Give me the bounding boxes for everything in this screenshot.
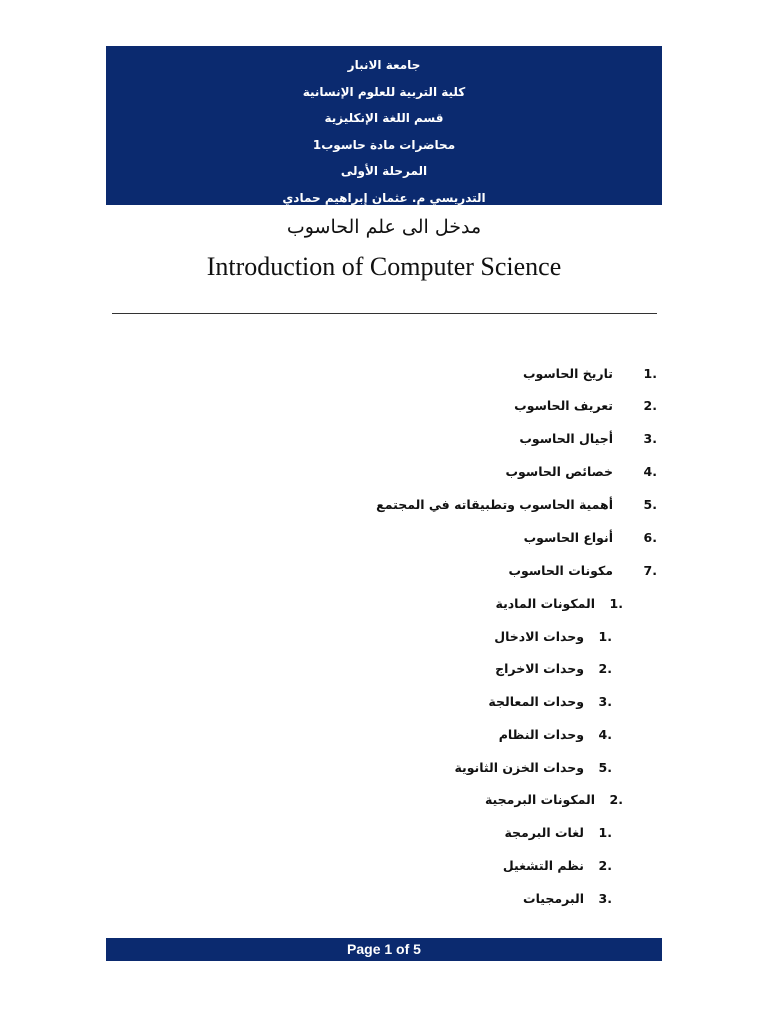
toc-text: المكونات المادية (495, 596, 595, 611)
toc-text: نظم التشغيل (502, 858, 584, 873)
toc-number: .4 (598, 727, 612, 742)
toc-number: .5 (643, 497, 657, 512)
toc-number: .2 (598, 858, 612, 873)
toc-subsubitem (495, 659, 612, 679)
toc-item (506, 462, 658, 482)
toc-number: .7 (643, 563, 657, 578)
toc-number: .2 (598, 661, 612, 676)
toc-text: المكونات البرمجية (484, 792, 595, 807)
page-number: Page 1 of 5 (347, 941, 421, 957)
toc-subsubitem (494, 627, 612, 647)
header-course: محاضرات مادة حاسوب1 (312, 137, 456, 152)
toc-text: البرمجيات (523, 891, 584, 906)
english-title: Introduction of Computer Science (206, 252, 562, 281)
toc-text: خصائص الحاسوب (505, 464, 613, 479)
toc-subsubitem (488, 692, 612, 712)
toc-text: أهمية الحاسوب وتطبيقاته في المجتمع (376, 497, 613, 512)
toc-subitem (485, 790, 623, 810)
toc-item (508, 561, 657, 581)
toc-subsubitem (499, 725, 612, 745)
toc-text: تعريف الحاسوب (514, 398, 613, 413)
header-box (106, 46, 662, 205)
title-divider (112, 313, 657, 314)
toc-item (519, 429, 657, 449)
toc-text: وحدات الادخال (494, 629, 584, 644)
toc-text: أجيال الحاسوب (519, 431, 613, 446)
header-college: كلية التربية للعلوم الإنسانية (302, 84, 466, 99)
toc-subsubitem (504, 823, 612, 843)
toc-text: مكونات الحاسوب (508, 563, 613, 578)
toc-number: .3 (643, 431, 657, 446)
toc-number: .1 (643, 366, 657, 381)
toc-number: .6 (643, 530, 657, 545)
toc-text: لغات البرمجة (504, 825, 584, 840)
toc-item (523, 364, 657, 384)
toc-number: .2 (609, 792, 623, 807)
toc-number: .1 (598, 825, 612, 840)
toc-subsubitem (454, 758, 612, 778)
header-department: قسم اللغة الإنكليزية (324, 111, 444, 125)
toc-number: .2 (643, 398, 657, 413)
arabic-title: مدخل الى علم الحاسوب (286, 216, 482, 238)
toc-item (524, 528, 657, 548)
toc-text: وحدات النظام (498, 727, 584, 742)
toc-subitem (495, 594, 623, 614)
toc-text: أنواع الحاسوب (523, 530, 613, 545)
toc-number: .1 (598, 629, 612, 644)
toc-text: وحدات الاخراج (495, 661, 584, 676)
toc-item (514, 396, 657, 416)
toc-text: وحدات المعالجة (488, 694, 584, 709)
toc-text: تاريخ الحاسوب (522, 366, 613, 381)
page-footer (106, 938, 662, 961)
header-university: جامعة الانبار (347, 58, 421, 72)
toc-item (376, 495, 657, 515)
toc-subsubitem (503, 856, 612, 876)
toc-number: .3 (598, 694, 612, 709)
toc-number: .3 (598, 891, 612, 906)
toc-number: .4 (643, 464, 657, 479)
header-lecturer: التدريسي م. عثمان إبراهيم حمادي (282, 190, 486, 205)
toc-number: .1 (609, 596, 623, 611)
toc-text: وحدات الخزن الثانوية (454, 760, 584, 775)
toc-number: .5 (598, 760, 612, 775)
toc-subsubitem (523, 889, 612, 909)
header-stage: المرحلة الأولى (340, 164, 428, 178)
